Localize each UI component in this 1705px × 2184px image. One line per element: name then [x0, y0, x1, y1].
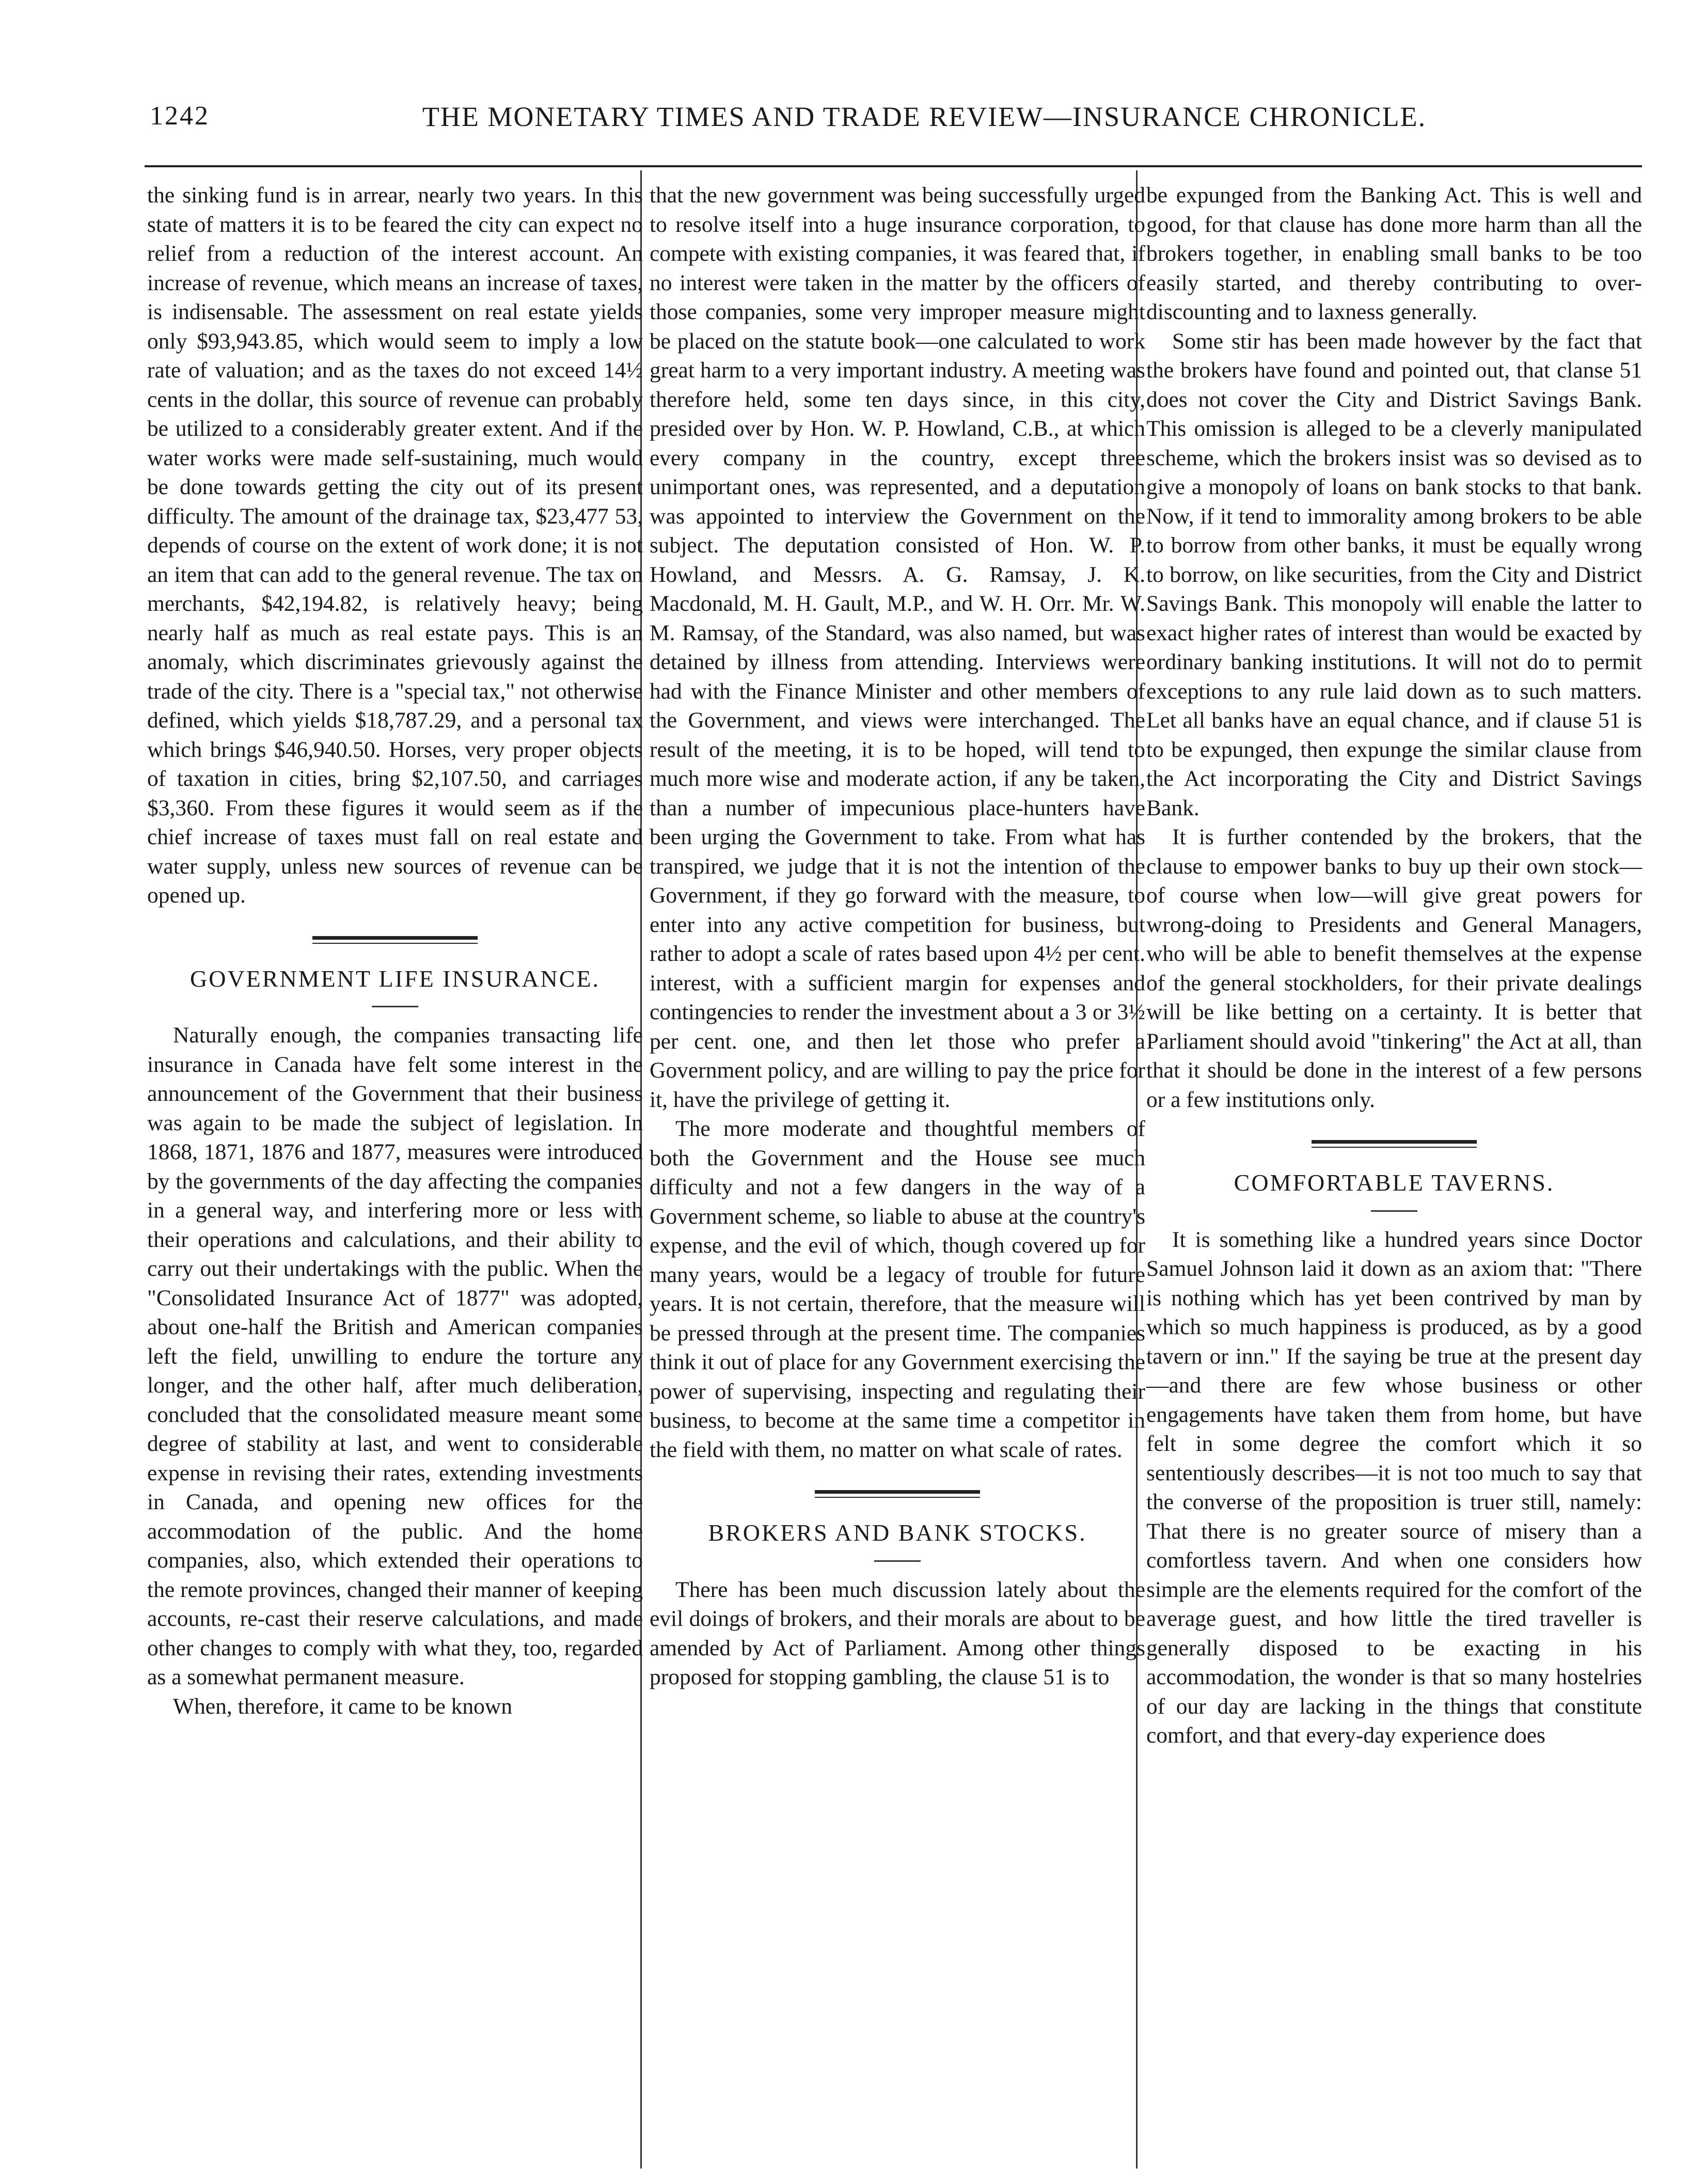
article-paragraph: Naturally enough, the companies transacting life insurance in Canada have felt some interest in the announcement of the Government that their business was again to be made the subject of legislation. In 1868, 1871, 1876 and 1877, measures were introduced by the governments of the day affecting the companies in a general way, and interfering more or less with their operations and calculations, and their ability to carry out their undertakings with the public. When the "Consolidated Insurance Act of 1877" was adopted, about one-half the British and American companies left the field, unwilling to endure the torture any longer, and the other half, after much deliberation, concluded that the consolidated measure meant some degree of stability at last, and went to considerable expense in revising their rates, extending investments in Canada, and opening new offices for the accommodation of the public. And the home companies, also, which extended their operations to the remote provinces, changed their manner of keeping accounts, re-cast their reserve calculations, and made other changes to comply with what they, too, regarded as a somewhat permanent measure.: [147, 1023, 643, 1689]
article-paragraph: It is something like a hundred years since Doctor Samuel Johnson laid it down as an axiom that: "There is nothing which has yet been contrived by man by which so much happiness is produced, as by a good tavern or inn." If the saying be true at the present day—and there are few whose business or other engagements have taken them from home, but have felt in some degree the comfort which it so sententiously describes—it is not too much to say that the converse of the proposition is truer still, namely: That there is no greater source of misery than a comfortless tavern. And when one considers how simple are the elements required for the comfort of the average guest, and how little the tired traveller is generally disposed to be exacting in his accommodation, the wonder is that so many hostelries of our day are lacking in the things that constitute comfort, and that every-day experience does: [1146, 1227, 1642, 1748]
article-paragraph: The more moderate and thoughtful members of both the Government and the House see much difficulty and not a few dangers in the way of a Government scheme, so liable to abuse at the country's expense, and the evil of which, though covered up for many years, would be a legacy of trouble for future years. It is not certain, therefore, that the measure will be pressed through at the present time. The companies think it out of place for any Government exercising the power of supervising, inspecting and regulating their business, to become at the same time a competitor in the field with them, no matter on what scale of rates.: [650, 1116, 1145, 1462]
article-paragraph: that the new government was being successfully urged to resolve itself into a huge insurance corporation, to compete with existing companies, it was feared that, if no interest were taken in the matter by the officers of those companies, some very improper measure might be placed on the statute book—one calculated to work great harm to a very important industry. A meeting was therefore held, some ten days since, in this city, presided over by Hon. W. P. Howland, C.B., at which every company in the country, except three unimportant ones, was represented, and a deputation was appointed to interview the Government on the subject. The deputation consisted of Hon. W. P. Howland, and Messrs. A. G. Ramsay, J. K. Macdonald, M. H. Gault, M.P., and W. H. Orr. Mr. W. M. Ramsay, of the Standard, was also named, but was detained by illness from attending. Interviews were had with the Finance Minister and other members of the Government, and views were interchanged. The result of the meeting, it is to be hoped, will tend to much more wise and moderate action, if any be taken, than a number of impecunious place-hunters have been urging the Government to take. From what has transpired, we judge that it is not the intention of the Government, if they go forward with the measure, to enter into any active competition for business, but rather to adopt a scale of rates based upon 4½ per cent. interest, with a sufficient margin for expenses and contingencies to render the investment about a 3 or 3½ per cent. one, and then let those who prefer a Government policy, and are willing to pay the price for it, have the privilege of getting it.: [650, 183, 1145, 1112]
article-heading: BROKERS AND BANK STOCKS.: [708, 1520, 1087, 1546]
article-paragraph: Some stir has been made however by the fact that the brokers have found and pointed out, that clanse 51 does not cover the City and District Savings Bank. This omission is alleged to be a cleverly manipulated scheme, which the brokers insist was so devised as to give a monopoly of loans on bank stocks to that bank. Now, if it tend to immorality among brokers to be able to borrow from other banks, it must be equally wrong to borrow, on like securities, from the City and District Savings Bank. This monopoly will enable the latter to exact higher rates of interest than would be exacted by ordinary banking institutions. It will not do to permit exceptions to any rule laid down as to such matters. Let all banks have an equal chance, and if clause 51 is to be expunged, then expunge the similar clause from the Act incorporating the City and District Savings Bank.: [1146, 328, 1642, 820]
article-paragraph: There has been much discussion lately about the evil doings of brokers, and their morals are about to be amended by Act of Parliament. Among other things proposed for stopping gambling, the clause 51 is to: [650, 1577, 1145, 1689]
column-2: [650, 181, 1145, 1692]
heading-rule: [372, 1006, 418, 1007]
article-paragraph: be expunged from the Banking Act. This is well and good, for that clause has done more harm than all the brokers together, in enabling small banks to be too easily started, and thereby contributing to over-discounting and to laxness generally.: [1146, 183, 1642, 324]
page-header: [150, 101, 1637, 147]
article-paragraph: the sinking fund is in arrear, nearly two years. In this state of matters it is to be feared the city can expect no relief from a reduction of the interest account. An increase of revenue, which means an increase of taxes, is indisensable. The assessment on real estate yields only $93,943.85, which would seem to imply a low rate of valuation; and as the taxes do not exceed 14½ cents in the dollar, this source of revenue can probably be utilized to a considerably greater extent. And if the water works were made self-sustaining, much would be done towards getting the city out of its present difficulty. The amount of the drainage tax, $23,477 53, depends of course on the extent of work done; it is not an item that can add to the general revenue. The tax on merchants, $42,194.82, is relatively heavy; being nearly half as much as real estate pays. This is an anomaly, which discriminates grievously against the trade of the city. There is a "special tax," not otherwise defined, which yields $18,787.29, and a personal tax which brings $46,940.50. Horses, very proper objects of taxation in cities, bring $2,107.50, and carriages $3,360. From these figures it would seem as if the chief increase of taxes must fall on real estate and water supply, unless new sources of revenue can be opened up.: [147, 183, 643, 908]
article-paragraph: It is further contended by the brokers, that the clause to empower banks to buy up their own stock—of course when low—will give great powers for wrong-doing to Presidents and General Managers, who will be able to benefit themselves at the expense of the general stockholders, for their private dealings will be like betting on a certainty. It is better that Parliament should avoid "tinkering" the Act at all, than that it should be done in the interest of a few persons or a few institutions only.: [1146, 825, 1642, 1112]
heading-rule: [1371, 1210, 1417, 1212]
article-heading: GOVERNMENT LIFE INSURANCE.: [190, 965, 600, 992]
article-paragraph: When, therefore, it came to be known: [173, 1694, 513, 1719]
article-heading: COMFORTABLE TAVERNS.: [1234, 1169, 1555, 1196]
heading-rule: [874, 1560, 921, 1562]
section-separator: [312, 936, 478, 944]
column-3: [1146, 181, 1642, 1750]
section-separator: [1312, 1140, 1477, 1148]
column-1: [147, 181, 643, 1721]
header-rule: [145, 165, 1642, 167]
page-number: 1242: [150, 101, 210, 131]
section-separator: [815, 1490, 980, 1498]
running-title: THE MONETARY TIMES AND TRADE REVIEW—INSURANCE CHRONICLE.: [422, 101, 1427, 132]
